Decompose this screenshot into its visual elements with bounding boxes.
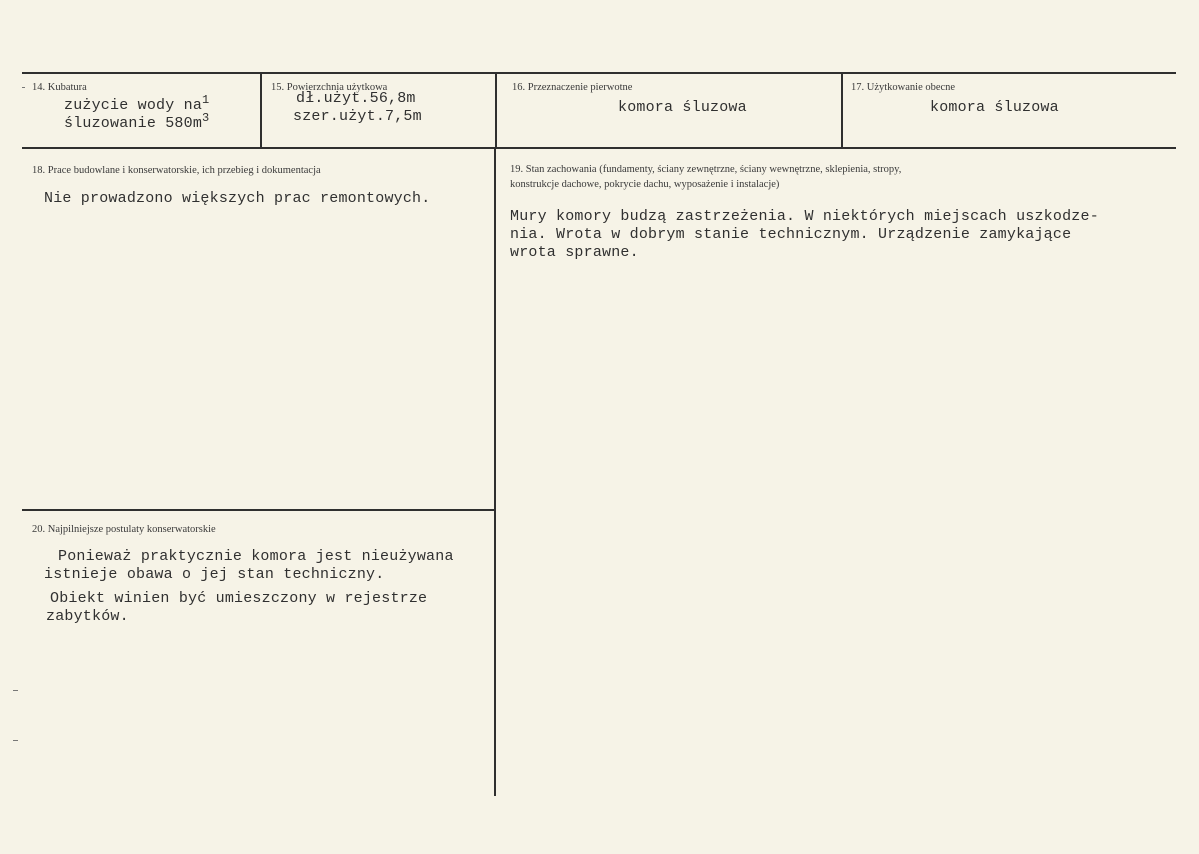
field-19-text-line2: nia. Wrota w dobrym stanie technicznym. Urządzenie zamykające — [510, 226, 1072, 243]
field-20-para1-line1: Ponieważ praktycznie komora jest nieużywana — [58, 548, 454, 565]
field-14-label: 14. Kubatura — [32, 82, 87, 93]
field-19-label-line2: konstrukcje dachowe, pokrycie dachu, wyposażenie i instalacje) — [510, 179, 780, 190]
divider-16-17 — [841, 73, 843, 148]
field-14-line1-text: zużycie wody na — [64, 97, 203, 114]
header-bottom-rule — [22, 147, 1176, 149]
field-18-text: Nie prowadzono większych prac remontowych. — [44, 190, 431, 207]
main-column-divider — [494, 148, 496, 796]
field-20-para1-line2: istnieje obawa o jej stan techniczny. — [44, 566, 385, 583]
field-14-value-line1 — [64, 93, 210, 115]
field-20-label: 20. Najpilniejsze postulaty konserwatorskie — [32, 524, 216, 535]
field-14-line1-sup: 1 — [202, 93, 210, 107]
section-18-20-rule — [22, 509, 495, 511]
field-19-text-line1: Mury komory budzą zastrzeżenia. W niektórych miejscach uszkodze- — [510, 208, 1099, 225]
field-15-value-line2: szer.użyt.7,5m — [293, 108, 422, 125]
field-15-value-line1: dł.użyt.56,8m — [296, 90, 416, 107]
field-15-label: 15. Powierzchnia użytkowa — [271, 82, 388, 93]
field-16-label: 16. Przeznaczenie pierwotne — [512, 82, 633, 93]
field-14-value-line2 — [64, 111, 210, 133]
field-16-value: komora śluzowa — [618, 99, 747, 116]
field-14-line2-sup: 3 — [202, 111, 210, 125]
field-18-label: 18. Prace budowlane i konserwatorskie, ich przebieg i dokumentacja — [32, 165, 321, 176]
divider-15-16 — [495, 73, 497, 148]
field-17-value: komora śluzowa — [930, 99, 1059, 116]
top-rule — [22, 72, 1176, 74]
field-17-label: 17. Użytkowanie obecne — [851, 82, 956, 93]
field-19-text-line3: wrota sprawne. — [510, 244, 639, 261]
field-20-para2-line2: zabytków. — [46, 608, 129, 625]
field-20-para2-line1: Obiekt winien być umieszczony w rejestrze — [50, 590, 428, 607]
field-14-line2-text: śluzowanie 580m — [64, 115, 203, 132]
divider-14-15 — [260, 73, 262, 148]
margin-mark — [13, 740, 18, 741]
margin-mark — [22, 87, 25, 88]
field-19-label-line1: 19. Stan zachowania (fundamenty, ściany zewnętrzne, ściany wewnętrzne, sklepienia, stropy, — [510, 164, 902, 175]
margin-mark — [13, 690, 18, 691]
